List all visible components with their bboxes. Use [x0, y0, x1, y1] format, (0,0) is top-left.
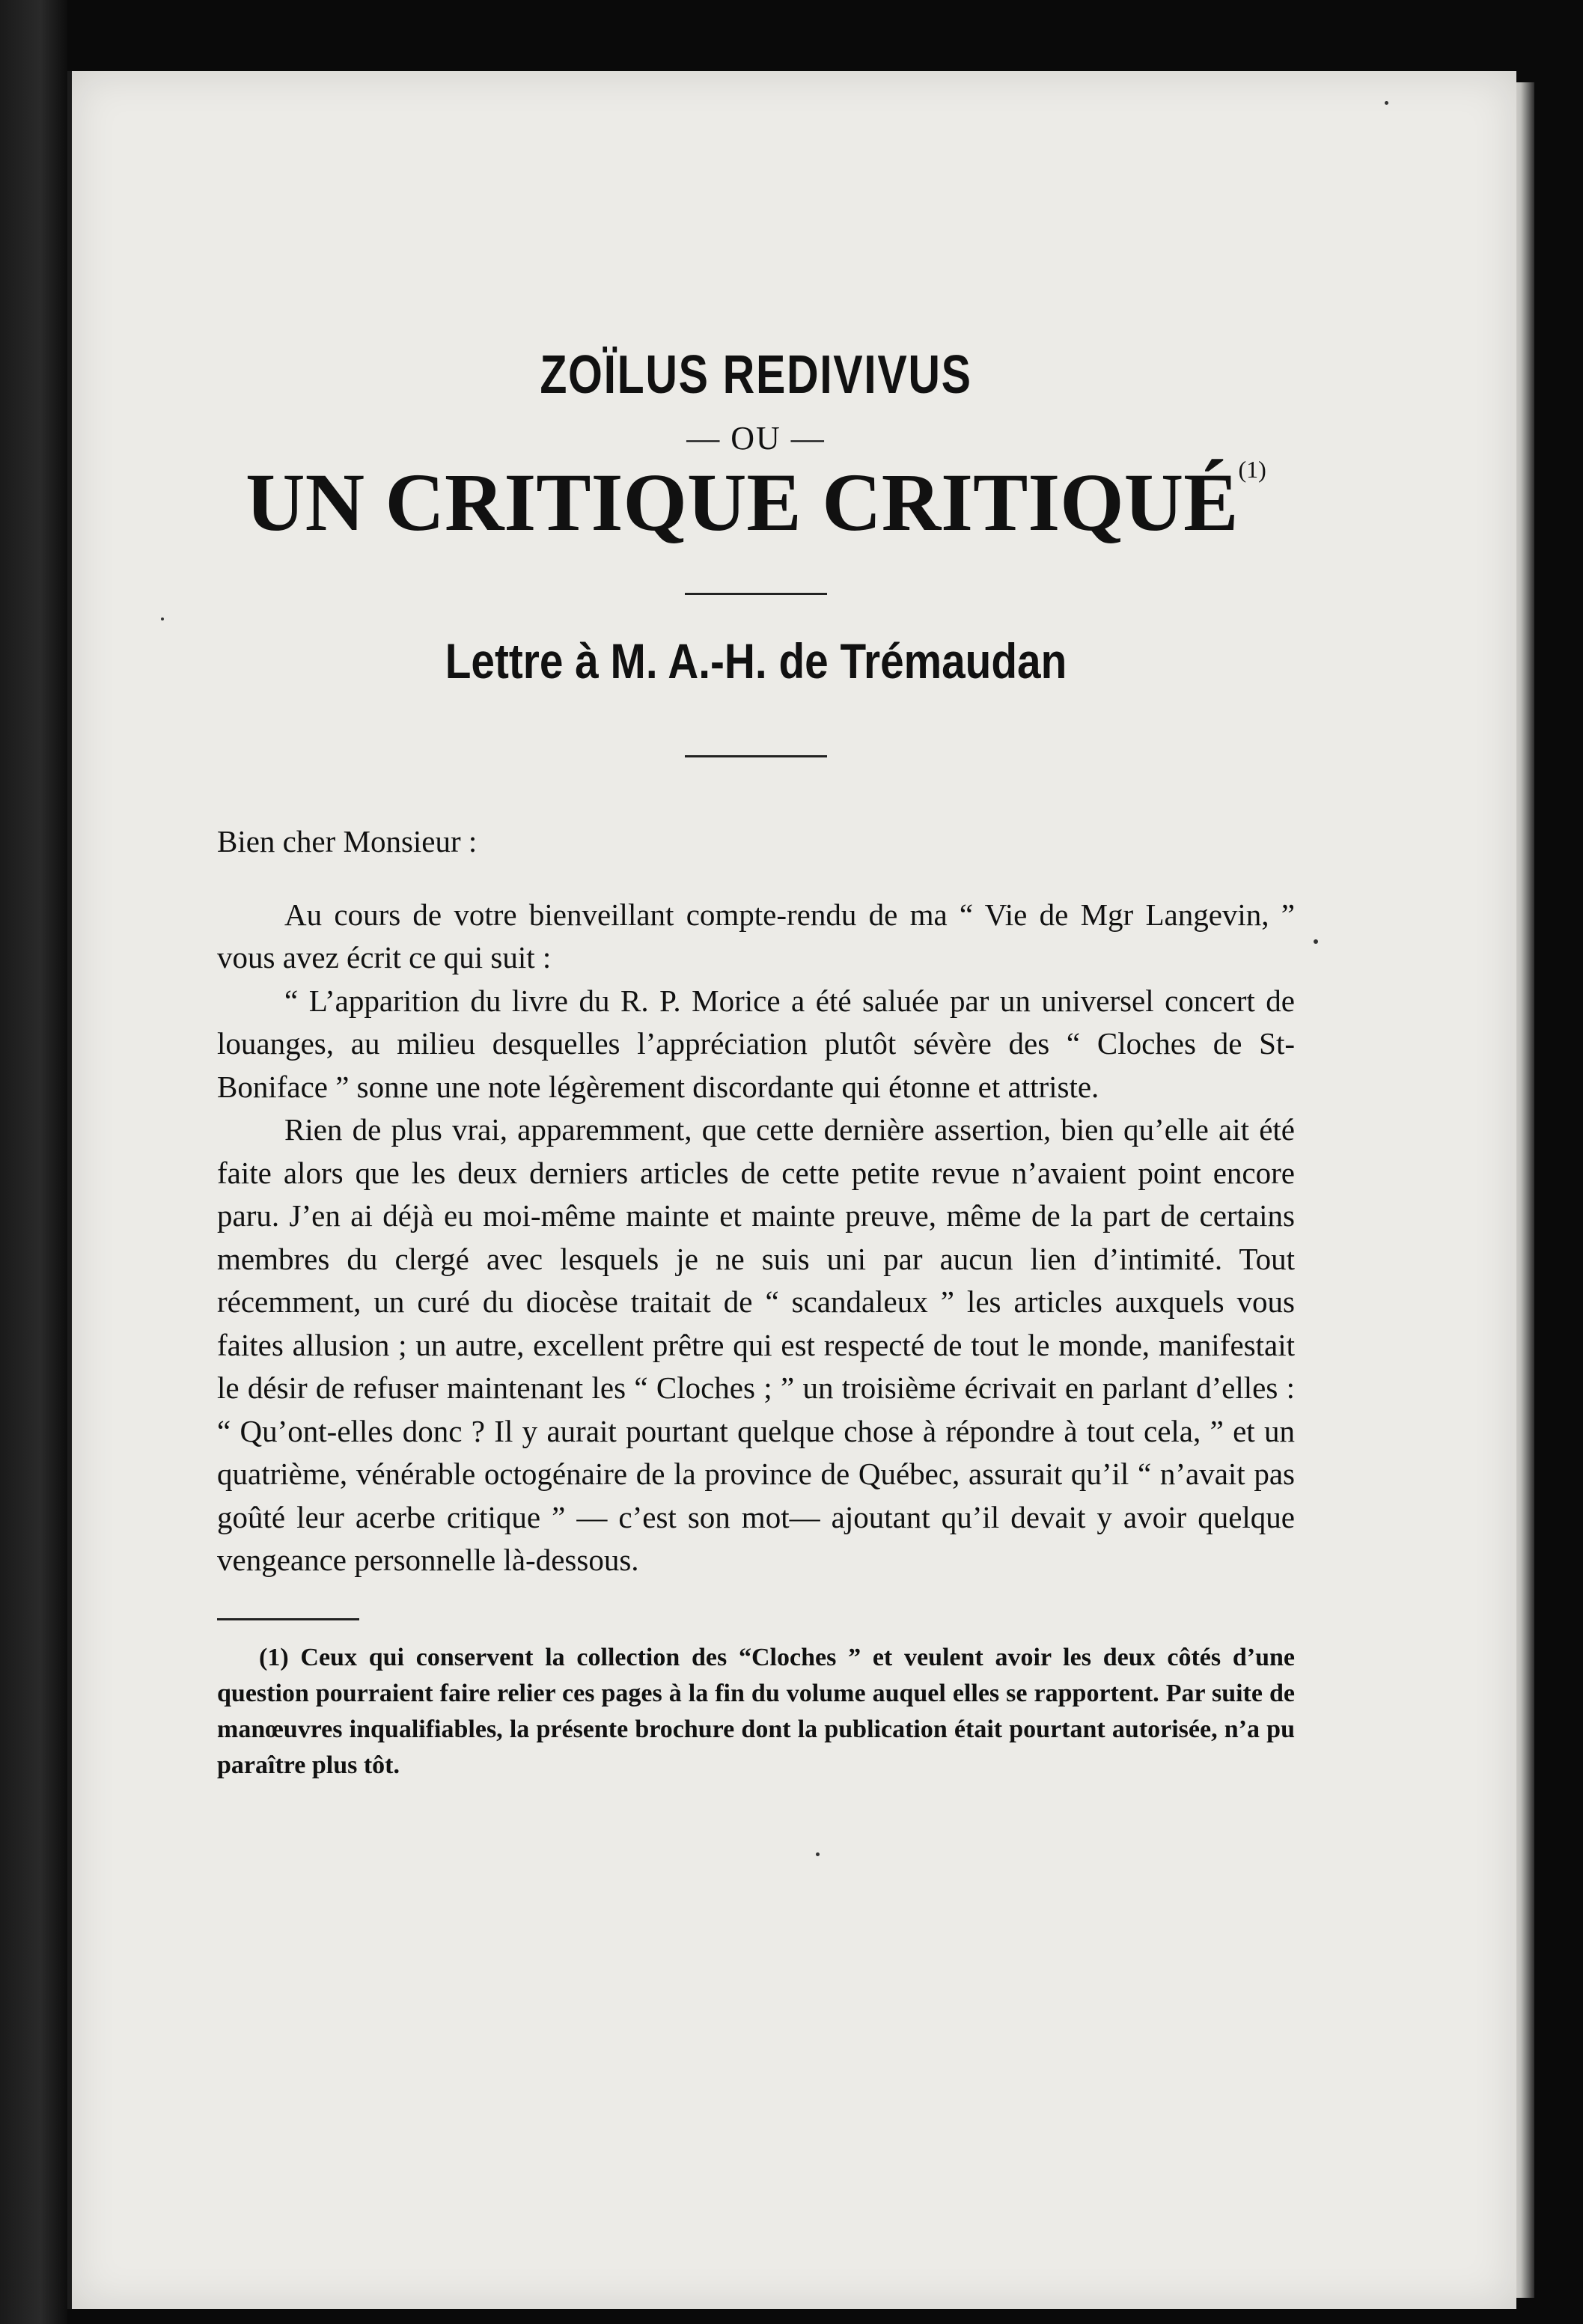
paragraph: “ L’apparition du livre du R. P. Morice a été saluée par un universel concert de louanges, au milieu desquelles l’appréciation plutôt sévère des “ Cloches de St-Boniface ” sonne une note légèrement discordante qui étonne et attriste.: [217, 983, 1295, 1104]
scan-top-border: [67, 0, 1534, 71]
salutation: Bien cher Monsieur :: [217, 823, 478, 858]
title-connector: — OU —: [686, 420, 826, 457]
letter-body: [217, 894, 1295, 1582]
scan-speck: [1385, 101, 1388, 105]
paragraph: Rien de plus vrai, apparemment, que cette dernière assertion, bien qu’elle ait été faite alors que les deux derniers articles de cette petite revue n’avaient point encore paru. J’en ai déjà eu moi-même mainte et mainte preuve, même de la part de certains membres du clergé avec lesquels je ne suis uni par aucun lien d’intimité. Tout récemment, un curé du diocèse traitait de “ scandaleux ” les articles auxquels vous faites allusion ; un autre, excellent prêtre qui est respecté de tout le monde, manifestait le désir de refuser maintenant les “ Cloches ; ” un troisième écrivait en parlant d’elles : “ Qu’ont-elles donc ? Il y aurait pourtant quelque chose à répondre à tout cela, ” et un quatrième, vénérable octogénaire de la province de Québec, assurait qu’il “ n’avait pas goûté leur acerbe critique ” — c’est son mot— ajoutant qu’il devait y avoir quelque vengeance personnelle là-dessous.: [217, 1112, 1295, 1577]
title-top: ZOÏLUS REDIVIVUS: [540, 345, 972, 405]
scan-speck: [161, 617, 164, 620]
title-footnote-mark: (1): [1238, 456, 1266, 483]
footnote-rule: [217, 1618, 359, 1620]
scan-speck: [816, 1852, 820, 1856]
footnote: (1) Ceux qui conservent la collection des “Cloches ” et veulent avoir les deux côtés d’une question pourraient faire relier ces pages à la fin du volume auquel elles se rapportent. Par suite de manœuvres inqualifiables, la présente brochure dont la publication était pourtant autorisée, n’a pu paraître plus tôt.: [217, 1643, 1295, 1779]
subtitle: Lettre à M. A.-H. de Trémaudan: [445, 632, 1067, 689]
title-main-text: UN CRITIQUE CRITIQUÉ: [245, 457, 1239, 548]
binding-edge: [0, 0, 67, 2324]
divider-rule: [685, 593, 827, 595]
title-main: [217, 457, 1295, 546]
divider-rule: [685, 755, 827, 757]
scan-speck: [1314, 939, 1318, 944]
paragraph: Au cours de votre bienveillant compte-rendu de ma “ Vie de Mgr Langevin, ” vous avez écrit ce qui suit :: [217, 897, 1295, 975]
page-content: [217, 344, 1295, 1784]
